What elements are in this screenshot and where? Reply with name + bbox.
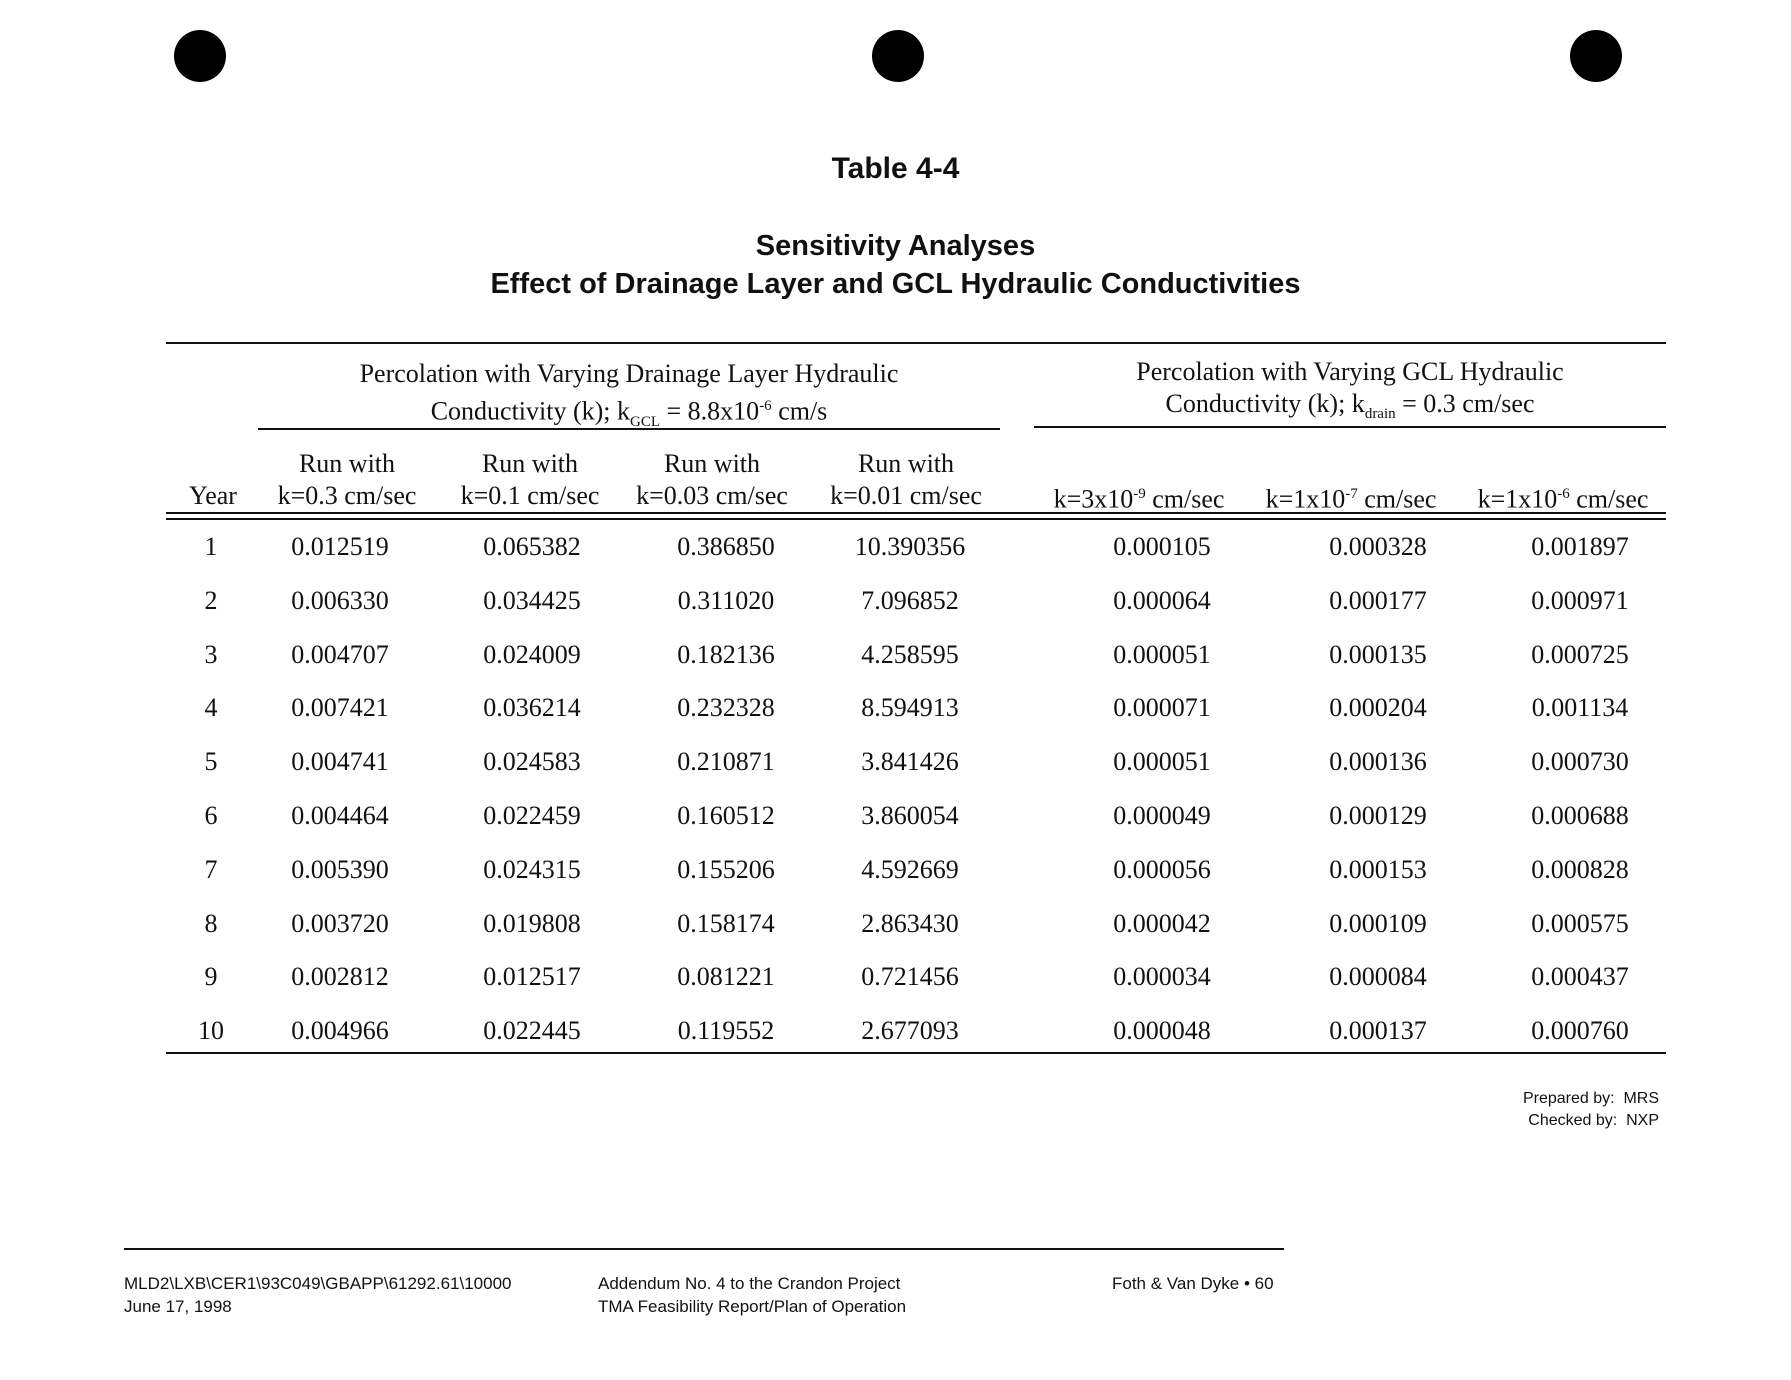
- cell-k1e-7: 0.000177: [1329, 585, 1427, 615]
- footer-addendum-line2: TMA Feasibility Report/Plan of Operation: [598, 1297, 907, 1316]
- cell-k3e-9: 0.000064: [1113, 585, 1211, 615]
- col-header-k01-label: k=0.1 cm/sec: [460, 481, 600, 510]
- cell-year: 3: [204, 639, 218, 669]
- left-group-line2: Conductivity (k); $k_{GCL} = 8.8x10^{-6}$ cm/s: [430, 396, 828, 430]
- footer-path: MLD2\LXB\CER1\93C049\GBAPP\61292.61\10000: [124, 1274, 512, 1293]
- run-with-label: Run with: [298, 449, 396, 478]
- cell-k03: 0.006330: [291, 585, 389, 615]
- cell-year: 7: [204, 854, 218, 884]
- cell-k1e-7: 0.000204: [1329, 693, 1427, 723]
- right-group-header: [1034, 356, 1666, 430]
- prepared-by: Prepared by: MRS: [1522, 1090, 1659, 1107]
- hole-punch-center: [872, 30, 924, 82]
- cell-k1e-6: 0.001897: [1531, 532, 1629, 561]
- cell-k01: 0.036214: [483, 693, 581, 723]
- cell-k01: 0.022445: [483, 1016, 581, 1046]
- cell-year: 2: [204, 585, 218, 615]
- cell-k03: 0.005390: [291, 854, 389, 884]
- cell-k03: 0.004966: [291, 1016, 389, 1046]
- footer-path-block: [124, 1272, 511, 1318]
- cell-k003: 0.311020: [677, 585, 775, 615]
- cell-k001: 3.841426: [861, 747, 959, 777]
- col-header-k1e-7: $k=1x10^{-7}$ cm/sec: [1265, 484, 1437, 514]
- cell-k3e-9: 0.000051: [1113, 747, 1211, 777]
- cell-year: 1: [204, 532, 218, 561]
- cell-k01: 0.034425: [483, 585, 581, 615]
- cell-k1e-6: 0.000730: [1531, 747, 1629, 777]
- checked-by: Checked by: NXP: [1528, 1112, 1659, 1129]
- table-top-rule: [166, 342, 1666, 344]
- hole-punch-left: [174, 30, 226, 82]
- col-header-k1e-6: $k=1x10^{-6}$ cm/sec: [1477, 484, 1649, 514]
- cell-k01: 0.022459: [483, 801, 581, 830]
- col-header-k01: [440, 448, 620, 512]
- cell-k1e-6: 0.000437: [1531, 962, 1629, 992]
- cell-k01: 0.024583: [483, 747, 581, 777]
- cell-k1e-7: 0.000136: [1329, 747, 1427, 777]
- cell-k03: 0.012519: [291, 532, 389, 561]
- cell-k001: 10.390356: [854, 532, 966, 561]
- cell-k1e-6: 0.000760: [1531, 1016, 1629, 1046]
- cell-k3e-9: 0.000071: [1113, 693, 1211, 723]
- cell-k001: 4.592669: [861, 854, 959, 884]
- cell-k1e-7: 0.000129: [1329, 801, 1427, 830]
- cell-k1e-6: 0.000828: [1531, 854, 1629, 884]
- col-header-k03: [256, 448, 438, 512]
- cell-k01: 0.024315: [483, 854, 581, 884]
- cell-k003: 0.160512: [677, 801, 775, 830]
- cell-k1e-6: 0.000575: [1531, 908, 1629, 938]
- cell-k1e-7: 0.000084: [1329, 962, 1427, 992]
- cell-k001: 2.863430: [861, 908, 959, 938]
- cell-year: 10: [198, 1016, 224, 1046]
- cell-k001: 7.096852: [861, 585, 959, 615]
- cell-k001: 3.860054: [861, 801, 959, 830]
- cell-k1e-7: 0.000135: [1329, 639, 1427, 669]
- table-number: Table 4-4: [831, 152, 960, 185]
- col-header-k03-label: k=0.3 cm/sec: [277, 481, 417, 510]
- footer-date: June 17, 1998: [124, 1297, 232, 1316]
- cell-k3e-9: 0.000105: [1113, 532, 1211, 561]
- run-with-label: Run with: [857, 449, 955, 478]
- cell-k01: 0.019808: [483, 908, 581, 938]
- cell-k003: 0.081221: [677, 962, 775, 992]
- cell-k3e-9: 0.000056: [1113, 854, 1211, 884]
- cell-k01: 0.012517: [483, 962, 581, 992]
- cell-k003: 0.210871: [677, 747, 775, 777]
- cell-k1e-7: 0.000109: [1329, 908, 1427, 938]
- cell-k01: 0.024009: [483, 639, 581, 669]
- cell-year: 5: [204, 747, 218, 777]
- cell-k3e-9: 0.000034: [1113, 962, 1211, 992]
- cell-k3e-9: 0.000051: [1113, 639, 1211, 669]
- table-subheading: Effect of Drainage Layer and GCL Hydraulic Conductivities: [490, 268, 1301, 300]
- cell-k1e-6: 0.000725: [1531, 639, 1629, 669]
- cell-k001: 2.677093: [861, 1016, 959, 1046]
- cell-k03: 0.007421: [291, 693, 389, 723]
- cell-k003: 0.155206: [677, 854, 775, 884]
- cell-k003: 0.119552: [677, 1016, 775, 1046]
- left-group-header: [258, 358, 1000, 438]
- col-header-k001-label: k=0.01 cm/sec: [830, 481, 982, 510]
- table-bottom-rule: [166, 1052, 1666, 1054]
- cell-year: 6: [204, 801, 218, 830]
- cell-k001: 8.594913: [861, 693, 959, 723]
- run-with-label: Run with: [481, 449, 579, 478]
- cell-k03: 0.004741: [291, 747, 389, 777]
- header-double-rule-bottom: [166, 518, 1666, 520]
- cell-k03: 0.002812: [291, 962, 389, 992]
- cell-k1e-7: 0.000328: [1329, 532, 1427, 561]
- cell-k003: 0.182136: [677, 639, 775, 669]
- col-header-k003-label: k=0.03 cm/sec: [636, 481, 788, 510]
- cell-k1e-7: 0.000137: [1329, 1016, 1427, 1046]
- col-header-year: Year: [189, 481, 237, 510]
- right-group-line2: Conductivity (k); $k_{drain} = 0.3$ cm/sec: [1165, 389, 1535, 423]
- footer-addendum-line1: Addendum No. 4 to the Crandon Project: [598, 1274, 901, 1293]
- cell-k3e-9: 0.000042: [1113, 908, 1211, 938]
- cell-k001: 0.721456: [861, 962, 959, 992]
- cell-k1e-7: 0.000153: [1329, 854, 1427, 884]
- cell-k01: 0.065382: [483, 532, 581, 561]
- cell-k03: 0.003720: [291, 908, 389, 938]
- right-group-line1: Percolation with Varying GCL Hydraulic: [1136, 357, 1564, 386]
- cell-year: 8: [204, 908, 218, 938]
- left-group-line1: Percolation with Varying Drainage Layer Hydraulic: [359, 359, 899, 388]
- cell-k003: 0.386850: [677, 532, 775, 561]
- cell-k1e-6: 0.001134: [1531, 693, 1629, 723]
- cell-k3e-9: 0.000049: [1113, 801, 1211, 830]
- cell-k003: 0.158174: [677, 908, 775, 938]
- cell-k03: 0.004707: [291, 639, 389, 669]
- col-header-k001: [812, 448, 1000, 512]
- footer-firm-page: Foth & Van Dyke • 60: [1112, 1274, 1274, 1293]
- cell-k03: 0.004464: [291, 801, 389, 830]
- cell-k003: 0.232328: [677, 693, 775, 723]
- cell-year: 9: [204, 962, 218, 992]
- cell-k3e-9: 0.000048: [1113, 1016, 1211, 1046]
- col-header-k3e-9: $k=3x10^{-9}$ cm/sec: [1053, 484, 1225, 514]
- cell-k1e-6: 0.000971: [1531, 585, 1629, 615]
- footer-rule: [124, 1248, 1284, 1250]
- hole-punch-right: [1570, 30, 1622, 82]
- cell-k001: 4.258595: [861, 639, 959, 669]
- cell-k1e-6: 0.000688: [1531, 801, 1629, 830]
- cell-year: 4: [204, 693, 218, 723]
- footer-addendum-block: [598, 1272, 906, 1318]
- run-with-label: Run with: [663, 449, 761, 478]
- col-header-k003: [622, 448, 802, 512]
- table-heading: Sensitivity Analyses: [755, 230, 1036, 262]
